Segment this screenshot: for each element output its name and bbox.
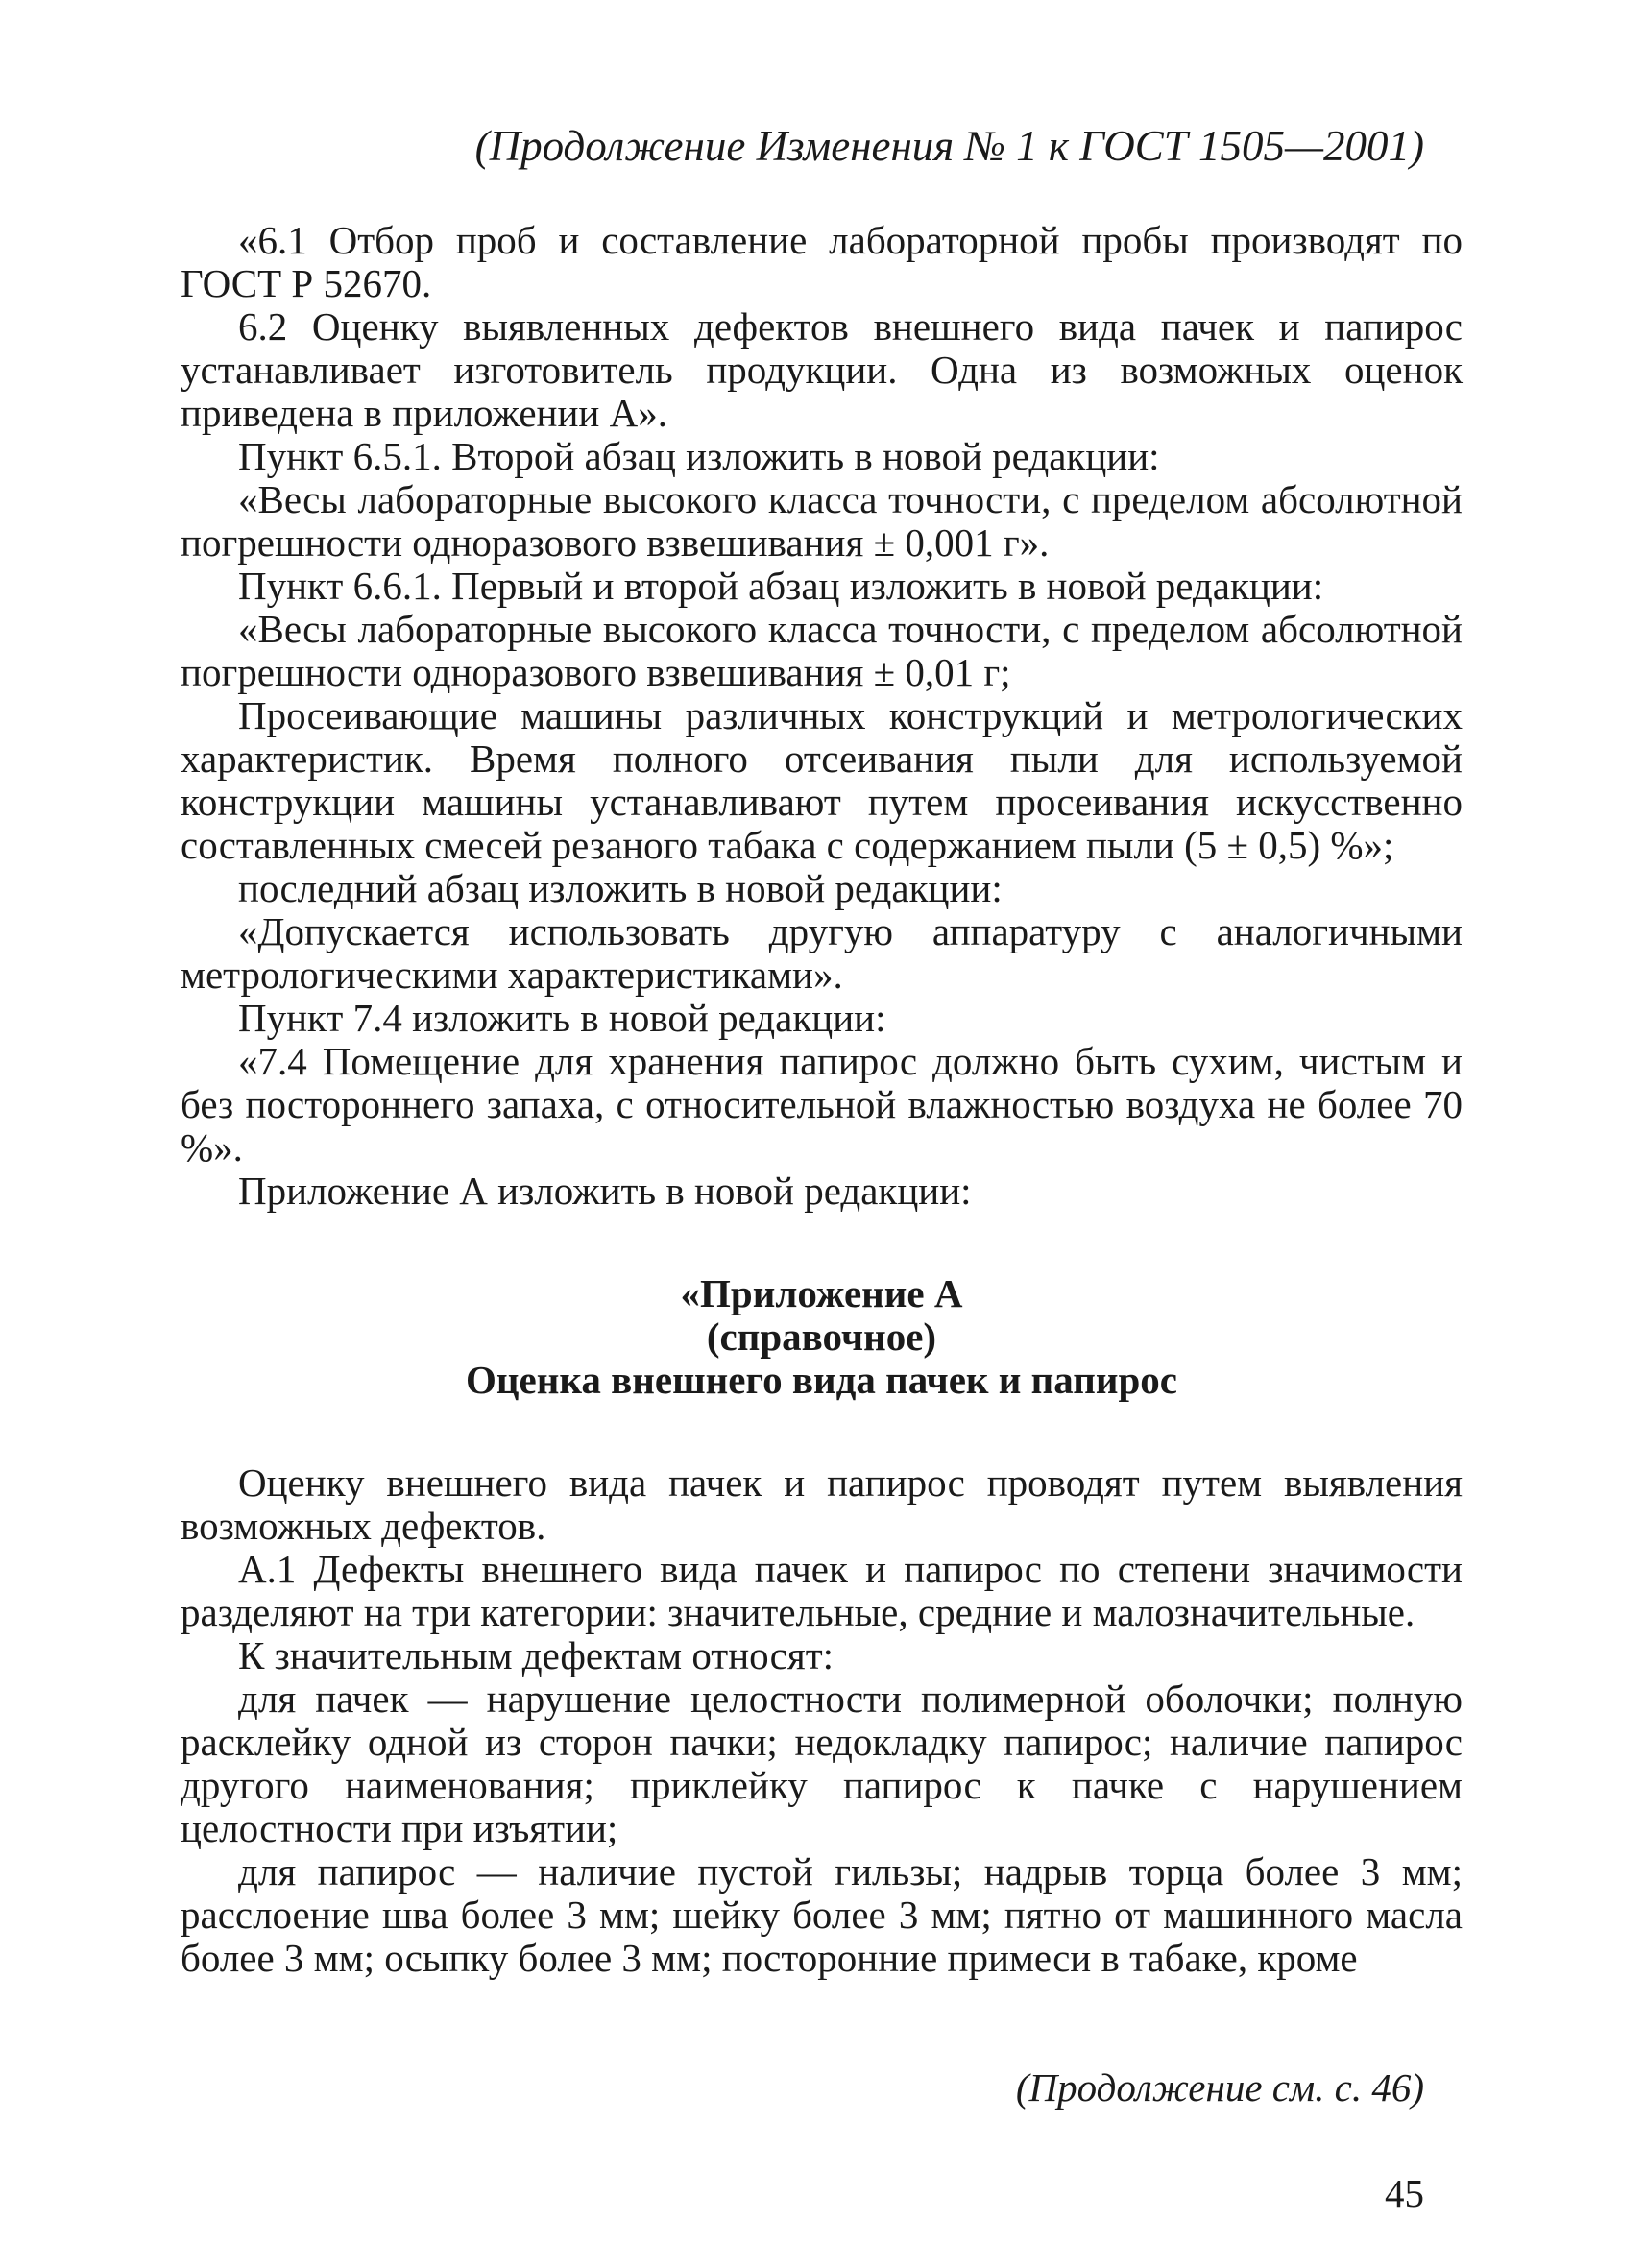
- paragraph: «Весы лабораторные высокого класса точности, с пределом абсолютной погрешности одноразового взвешивания ± 0,001 г».: [181, 477, 1463, 565]
- continuation-note: (Продолжение см. с. 46): [1015, 2065, 1424, 2110]
- paragraph: для пачек — нарушение целостности полимерной оболочки; полную расклейку одной из сторон пачки; недокладку папирос; наличие папирос другого наименования; приклейку папирос к пачке с нарушением целостности при изъятии;: [181, 1677, 1463, 1850]
- paragraph: Просеивающие машины различных конструкций и метрологических характеристик. Время полного отсеивания пыли для используемой конструкции машины устанавливают путем просеивания искусственно составленных смесей резаного табака с содержанием пыли (5 ± 0,5) %»;: [181, 693, 1463, 867]
- appendix-subtitle: (справочное): [706, 1315, 937, 1359]
- paragraph: 6.2 Оценку выявленных дефектов внешнего вида пачек и папирос устанавливает изготовитель продукции. Одна из возможных оценок приведена в приложении А».: [181, 304, 1463, 435]
- paragraph: «6.1 Отбор проб и составление лабораторной пробы производят по ГОСТ Р 52670.: [181, 218, 1463, 305]
- paragraph: Пункт 6.6.1. Первый и второй абзац изложить в новой редакции:: [238, 564, 1324, 608]
- paragraph: Пункт 6.5.1. Второй абзац изложить в новой редакции:: [238, 434, 1160, 478]
- paragraph: «7.4 Помещение для хранения папирос должно быть сухим, чистым и без постороннего запаха, с относительной влажностью воздуха не более 70 %».: [181, 1039, 1463, 1170]
- paragraph: последний абзац изложить в новой редакции:: [238, 866, 1003, 910]
- appendix-title: «Приложение А: [680, 1271, 963, 1315]
- page-number: 45: [1385, 2171, 1424, 2215]
- paragraph: Приложение А изложить в новой редакции:: [238, 1169, 972, 1213]
- paragraph: К значительным дефектам относят:: [238, 1633, 835, 1677]
- appendix-heading-block: [181, 1272, 1463, 1402]
- appendix-heading: Оценка внешнего вида пачек и папирос: [466, 1358, 1177, 1402]
- paragraph: «Допускается использовать другую аппаратуру с аналогичными метрологическими характеристиками».: [181, 909, 1463, 997]
- continuation-header: (Продолжение Изменения № 1 к ГОСТ 1505—2001): [474, 122, 1424, 170]
- paragraph: для папирос — наличие пустой гильзы; надрыв торца более 3 мм; расслоение шва более 3 мм; шейку более 3 мм; пятно от машинного масла более 3 мм; осыпку более 3 мм; посторонние примеси в табаке, кроме: [181, 1849, 1463, 1980]
- paragraph: Пункт 7.4 изложить в новой редакции:: [238, 996, 886, 1040]
- paragraph: Оценку внешнего вида пачек и папирос проводят путем выявления возможных дефектов.: [181, 1460, 1463, 1548]
- paragraph: «Весы лабораторные высокого класса точности, с пределом абсолютной погрешности одноразового взвешивания ± 0,01 г;: [181, 607, 1463, 694]
- body-text: [181, 219, 1463, 1980]
- paragraph: А.1 Дефекты внешнего вида пачек и папирос по степени значимости разделяют на три категории: значительные, средние и малозначительные.: [181, 1547, 1463, 1634]
